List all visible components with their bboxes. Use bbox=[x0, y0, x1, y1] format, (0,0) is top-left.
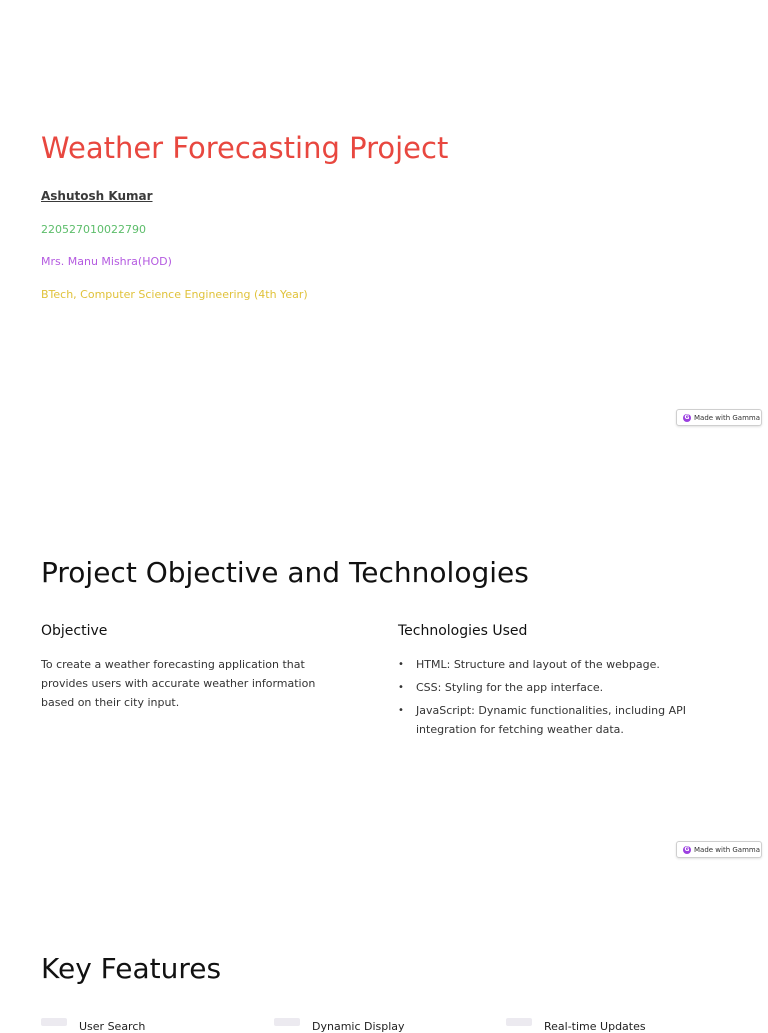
gamma-badge-label: Made with Gamma bbox=[694, 413, 761, 422]
course-info: BTech, Computer Science Engineering (4th Year) bbox=[41, 288, 308, 301]
roll-number: 220527010022790 bbox=[41, 223, 146, 236]
gamma-logo-icon: G bbox=[684, 413, 690, 421]
bullet-icon: • bbox=[398, 705, 404, 716]
project-title: Weather Forecasting Project bbox=[41, 131, 449, 165]
features-slide-title: Key Features bbox=[41, 952, 222, 985]
title-slide bbox=[0, 0, 768, 432]
feature-dynamic-display bbox=[274, 1018, 405, 1033]
feature-icon bbox=[41, 1018, 67, 1026]
made-with-gamma-badge[interactable] bbox=[676, 841, 762, 858]
objective-heading: Objective bbox=[41, 623, 108, 639]
list-item bbox=[398, 701, 728, 739]
list-item bbox=[398, 655, 728, 674]
feature-user-search bbox=[41, 1018, 146, 1033]
technology-item-text: CSS: Styling for the app interface. bbox=[416, 681, 604, 694]
objective-slide-title: Project Objective and Technologies bbox=[41, 556, 529, 589]
gamma-logo-icon: G bbox=[684, 845, 690, 853]
feature-label: User Search bbox=[79, 1020, 146, 1033]
list-item bbox=[398, 678, 728, 697]
feature-label: Real-time Updates bbox=[544, 1020, 646, 1033]
technologies-heading: Technologies Used bbox=[398, 623, 528, 639]
technology-item-text: HTML: Structure and layout of the webpage. bbox=[416, 658, 660, 671]
bullet-icon: • bbox=[398, 682, 404, 693]
feature-label: Dynamic Display bbox=[312, 1020, 405, 1033]
features-slide bbox=[0, 864, 768, 1033]
gamma-badge-label: Made with Gamma bbox=[694, 845, 761, 854]
objective-slide bbox=[0, 432, 768, 864]
guide-name: Mrs. Manu Mishra(HOD) bbox=[41, 255, 172, 268]
technology-item-text: JavaScript: Dynamic functionalities, including API integration for fetching weather data. bbox=[416, 704, 686, 736]
feature-icon bbox=[506, 1018, 532, 1026]
author-name[interactable]: Ashutosh Kumar bbox=[41, 189, 153, 203]
made-with-gamma-badge[interactable] bbox=[676, 409, 762, 426]
objective-text: To create a weather forecasting application that provides users with accurate weather information based on their city input. bbox=[41, 658, 316, 709]
bullet-icon: • bbox=[398, 659, 404, 670]
feature-icon bbox=[274, 1018, 300, 1026]
feature-real-time-updates bbox=[506, 1018, 646, 1033]
technologies-list bbox=[398, 655, 728, 743]
